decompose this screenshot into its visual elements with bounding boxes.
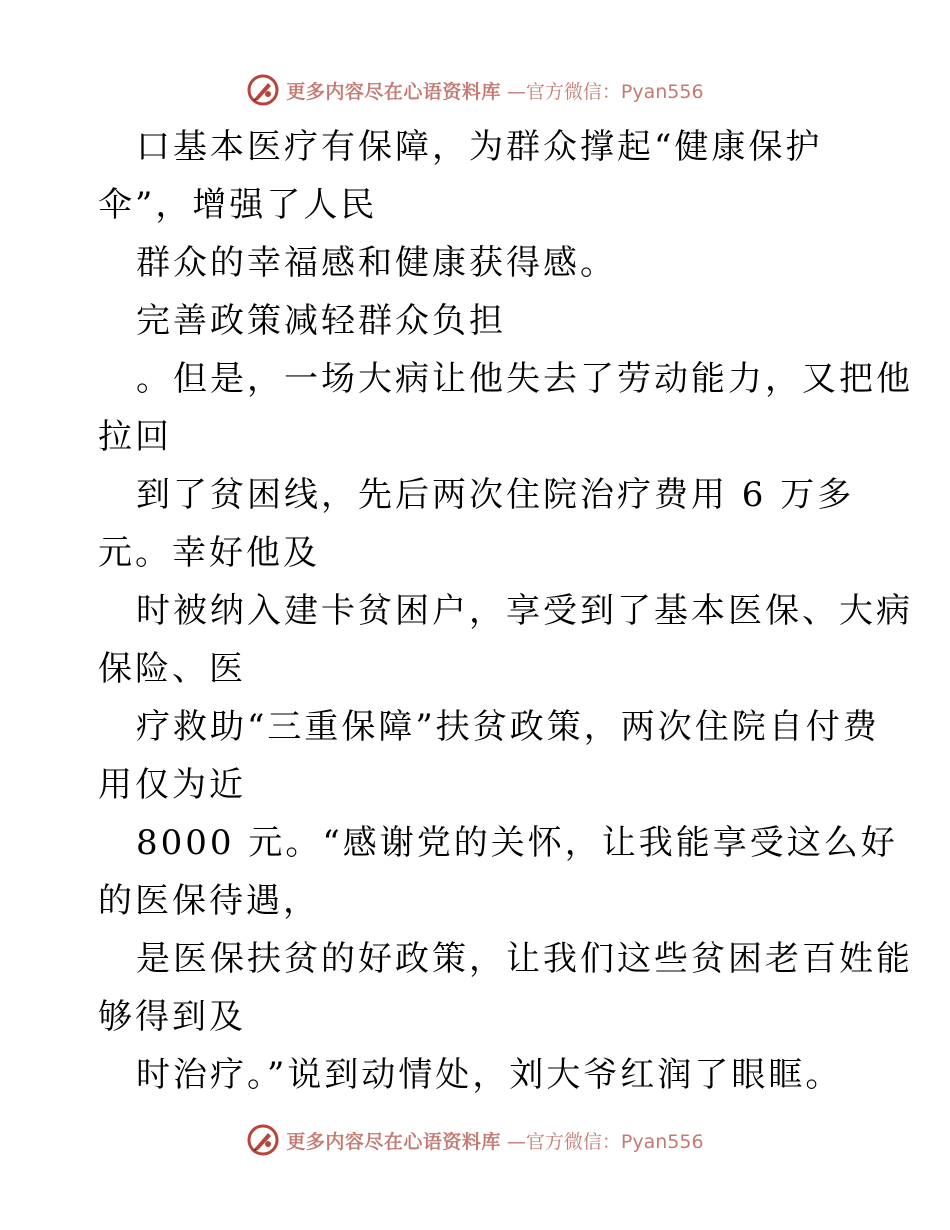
text-line: 到了贫困线，先后两次住院治疗费用 6 万多 (136, 475, 855, 515)
footer-banner-wechat: —官方微信：Pyan556 (506, 1130, 704, 1153)
text-line: 元。幸好他及 (98, 533, 320, 573)
text-line: 疗救助“三重保障”扶贫政策，两次住院自付费 (136, 707, 880, 747)
text-line: 口基本医疗有保障，为群众撑起“健康保护 (136, 127, 823, 167)
text-line: 拉回 (98, 417, 172, 457)
text-line: 时被纳入建卡贫困户，享受到了基本医保、大病 (136, 591, 913, 631)
text-line: 是医保扶贫的好政策，让我们这些贫困老百姓能 (136, 939, 913, 979)
header-banner (0, 70, 950, 110)
pen-logo-icon (246, 73, 280, 107)
text-line: 用仅为近 (98, 765, 246, 805)
header-banner-text: 更多内容尽在心语资料库 (286, 80, 501, 103)
header-banner-content (246, 73, 703, 107)
text-line: 时治疗。”说到动情处，刘大爷红润了眼眶。 (136, 1055, 843, 1095)
text-line: 保险、医 (98, 649, 246, 689)
text-line: 8000 元。“感谢党的关怀，让我能享受这么好 (136, 823, 898, 863)
header-banner-wechat: —官方微信：Pyan556 (506, 80, 704, 103)
text-line: 。但是，一场大病让他失去了劳动能力，又把他 (136, 359, 913, 399)
footer-banner-text: 更多内容尽在心语资料库 (286, 1130, 501, 1153)
document-body (98, 118, 913, 1104)
text-line: 够得到及 (98, 997, 246, 1037)
text-line: 完善政策减轻群众负担 (136, 301, 506, 341)
footer-banner (0, 1120, 950, 1160)
pen-logo-icon (246, 1123, 280, 1157)
footer-banner-content (246, 1123, 703, 1157)
text-line: 的医保待遇， (98, 881, 320, 921)
text-line: 群众的幸福感和健康获得感。 (136, 243, 617, 283)
text-line: 伞”，增强了人民 (98, 185, 378, 225)
